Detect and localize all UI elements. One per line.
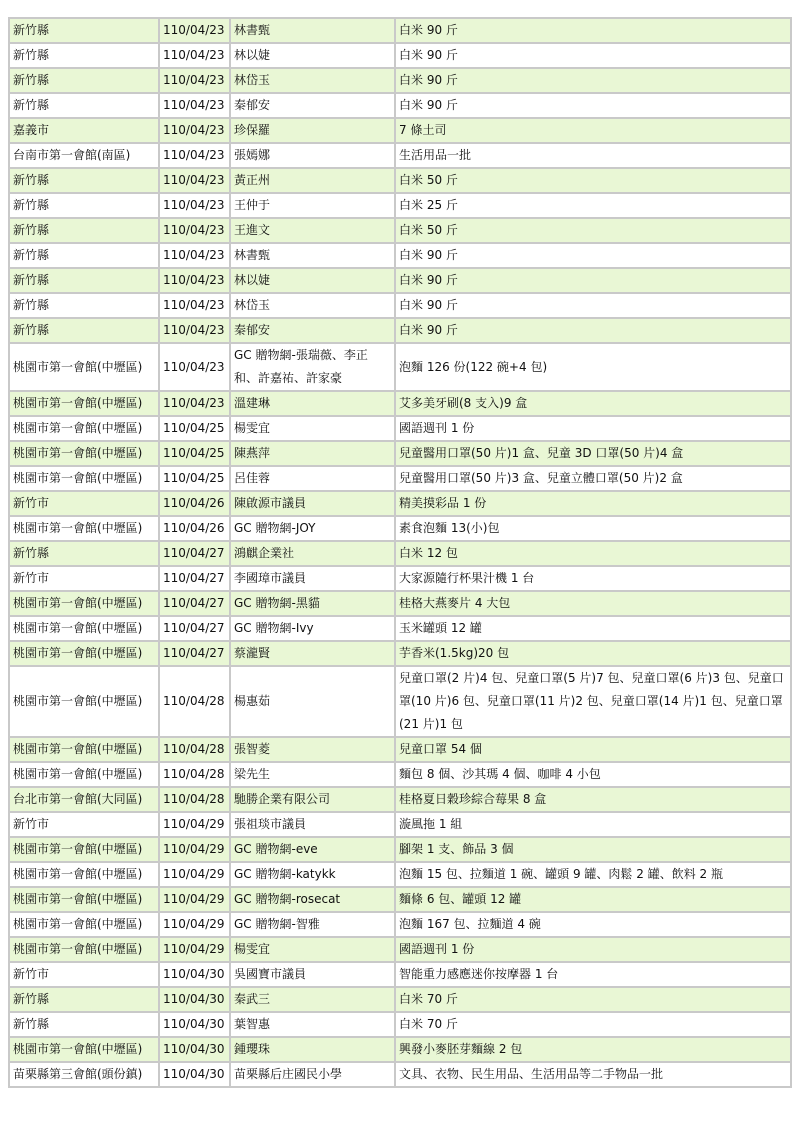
table-row <box>10 244 790 267</box>
cell-donor: 林書甄 <box>231 19 394 42</box>
cell-item: 麵條 6 包、罐頭 12 罐 <box>396 888 790 911</box>
cell-donor: 黃正州 <box>231 169 394 192</box>
cell-item: 泡麵 167 包、拉麵道 4 碗 <box>396 913 790 936</box>
cell-date: 110/04/27 <box>160 542 229 565</box>
cell-donor: GC 贈物網-智雅 <box>231 913 394 936</box>
cell-date: 110/04/30 <box>160 1013 229 1036</box>
cell-item: 兒童醫用口罩(50 片)3 盒、兒童立體口罩(50 片)2 盒 <box>396 467 790 490</box>
cell-donor: 王進文 <box>231 219 394 242</box>
table-row <box>10 863 790 886</box>
table-row <box>10 567 790 590</box>
cell-date: 110/04/29 <box>160 913 229 936</box>
table-row <box>10 963 790 986</box>
cell-donor: 秦郁安 <box>231 94 394 117</box>
cell-unit: 桃園市第一會館(中壢區) <box>10 642 158 665</box>
cell-item: 白米 90 斤 <box>396 69 790 92</box>
cell-date: 110/04/28 <box>160 738 229 761</box>
cell-item: 生活用品一批 <box>396 144 790 167</box>
cell-donor: 蔡瀧賢 <box>231 642 394 665</box>
cell-item: 智能重力感應迷你按摩器 1 台 <box>396 963 790 986</box>
cell-donor: 溫建琳 <box>231 392 394 415</box>
table-row <box>10 294 790 317</box>
cell-unit: 台南市第一會館(南區) <box>10 144 158 167</box>
cell-date: 110/04/29 <box>160 863 229 886</box>
cell-unit: 新竹縣 <box>10 94 158 117</box>
cell-date: 110/04/23 <box>160 94 229 117</box>
cell-date: 110/04/25 <box>160 467 229 490</box>
cell-donor: 林岱玉 <box>231 294 394 317</box>
cell-item: 國語週刊 1 份 <box>396 938 790 961</box>
table-row <box>10 94 790 117</box>
cell-date: 110/04/28 <box>160 788 229 811</box>
cell-donor: GC 贈物網-JOY <box>231 517 394 540</box>
table-row <box>10 813 790 836</box>
cell-date: 110/04/27 <box>160 617 229 640</box>
cell-donor: 楊雯宜 <box>231 938 394 961</box>
cell-donor: GC 贈物網-rosecat <box>231 888 394 911</box>
cell-date: 110/04/29 <box>160 888 229 911</box>
cell-unit: 新竹市 <box>10 813 158 836</box>
cell-donor: 楊雯宜 <box>231 417 394 440</box>
cell-date: 110/04/23 <box>160 244 229 267</box>
cell-donor: GC 贈物網-eve <box>231 838 394 861</box>
cell-item: 精美摸彩品 1 份 <box>396 492 790 515</box>
cell-unit: 新竹縣 <box>10 69 158 92</box>
cell-donor: 呂佳蓉 <box>231 467 394 490</box>
cell-date: 110/04/28 <box>160 667 229 736</box>
cell-item: 兒童醫用口罩(50 片)1 盒、兒童 3D 口罩(50 片)4 盒 <box>396 442 790 465</box>
cell-donor: 吳國寶市議員 <box>231 963 394 986</box>
table-row <box>10 392 790 415</box>
cell-item: 麵包 8 個、沙其瑪 4 個、咖啡 4 小包 <box>396 763 790 786</box>
cell-item: 腳架 1 支、飾品 3 個 <box>396 838 790 861</box>
cell-donor: 陳啟源市議員 <box>231 492 394 515</box>
cell-item: 白米 90 斤 <box>396 244 790 267</box>
table-row <box>10 44 790 67</box>
cell-date: 110/04/30 <box>160 1063 229 1086</box>
table-row <box>10 938 790 961</box>
cell-donor: 馳勝企業有限公司 <box>231 788 394 811</box>
cell-donor: GC 贈物網-Ivy <box>231 617 394 640</box>
cell-item: 泡麵 15 包、拉麵道 1 碗、罐頭 9 罐、肉鬆 2 罐、飲料 2 瓶 <box>396 863 790 886</box>
cell-unit: 新竹縣 <box>10 19 158 42</box>
table-row <box>10 119 790 142</box>
cell-unit: 新竹縣 <box>10 194 158 217</box>
table-row <box>10 417 790 440</box>
cell-unit: 桃園市第一會館(中壢區) <box>10 738 158 761</box>
cell-donor: 林書甄 <box>231 244 394 267</box>
cell-date: 110/04/27 <box>160 642 229 665</box>
cell-donor: 鍾瓔珠 <box>231 1038 394 1061</box>
cell-date: 110/04/25 <box>160 442 229 465</box>
table-row <box>10 19 790 42</box>
table-row <box>10 219 790 242</box>
cell-date: 110/04/23 <box>160 19 229 42</box>
table-row <box>10 838 790 861</box>
cell-item: 文具、衣物、民生用品、生活用品等二手物品一批 <box>396 1063 790 1086</box>
cell-unit: 新竹縣 <box>10 319 158 342</box>
cell-unit: 桃園市第一會館(中壢區) <box>10 392 158 415</box>
table-row <box>10 667 790 736</box>
table-row <box>10 738 790 761</box>
cell-date: 110/04/27 <box>160 567 229 590</box>
cell-donor: GC 贈物網-張瑞薇、李正和、許嘉祐、許家豪 <box>231 344 394 390</box>
table-row <box>10 642 790 665</box>
cell-unit: 桃園市第一會館(中壢區) <box>10 863 158 886</box>
cell-unit: 桃園市第一會館(中壢區) <box>10 888 158 911</box>
cell-item: 白米 90 斤 <box>396 94 790 117</box>
cell-item: 白米 25 斤 <box>396 194 790 217</box>
cell-unit: 台北市第一會館(大同區) <box>10 788 158 811</box>
cell-date: 110/04/28 <box>160 763 229 786</box>
cell-unit: 嘉義市 <box>10 119 158 142</box>
cell-unit: 新竹縣 <box>10 244 158 267</box>
cell-item: 白米 90 斤 <box>396 294 790 317</box>
cell-unit: 新竹市 <box>10 567 158 590</box>
cell-item: 芋香米(1.5kg)20 包 <box>396 642 790 665</box>
cell-unit: 桃園市第一會館(中壢區) <box>10 1038 158 1061</box>
cell-unit: 桃園市第一會館(中壢區) <box>10 667 158 736</box>
table-row <box>10 319 790 342</box>
cell-item: 白米 90 斤 <box>396 19 790 42</box>
cell-date: 110/04/23 <box>160 194 229 217</box>
cell-unit: 新竹縣 <box>10 1013 158 1036</box>
table-row <box>10 763 790 786</box>
cell-donor: 楊惠茹 <box>231 667 394 736</box>
cell-unit: 桃園市第一會館(中壢區) <box>10 763 158 786</box>
cell-item: 白米 90 斤 <box>396 44 790 67</box>
cell-unit: 桃園市第一會館(中壢區) <box>10 592 158 615</box>
donation-records-body <box>10 19 790 1086</box>
cell-donor: 秦郁安 <box>231 319 394 342</box>
cell-unit: 桃園市第一會館(中壢區) <box>10 913 158 936</box>
cell-unit: 新竹縣 <box>10 542 158 565</box>
cell-unit: 桃園市第一會館(中壢區) <box>10 467 158 490</box>
cell-date: 110/04/29 <box>160 838 229 861</box>
cell-item: 白米 50 斤 <box>396 169 790 192</box>
cell-donor: 張祖琰市議員 <box>231 813 394 836</box>
cell-item: 艾多美牙刷(8 支入)9 盒 <box>396 392 790 415</box>
cell-unit: 新竹縣 <box>10 988 158 1011</box>
cell-date: 110/04/26 <box>160 492 229 515</box>
table-row <box>10 169 790 192</box>
table-row <box>10 492 790 515</box>
cell-item: 白米 12 包 <box>396 542 790 565</box>
cell-donor: 苗栗縣后庄國民小學 <box>231 1063 394 1086</box>
cell-item: 7 條土司 <box>396 119 790 142</box>
cell-date: 110/04/23 <box>160 392 229 415</box>
cell-donor: 鴻麒企業社 <box>231 542 394 565</box>
cell-date: 110/04/25 <box>160 417 229 440</box>
cell-donor: 珍保羅 <box>231 119 394 142</box>
table-row <box>10 592 790 615</box>
cell-item: 泡麵 126 份(122 碗+4 包) <box>396 344 790 390</box>
cell-date: 110/04/23 <box>160 69 229 92</box>
cell-date: 110/04/29 <box>160 938 229 961</box>
cell-donor: 張嫣娜 <box>231 144 394 167</box>
table-row <box>10 1063 790 1086</box>
cell-donor: GC 贈物網-katykk <box>231 863 394 886</box>
table-row <box>10 467 790 490</box>
cell-item: 桂格夏日穀珍綜合莓果 8 盒 <box>396 788 790 811</box>
cell-donor: 林岱玉 <box>231 69 394 92</box>
cell-date: 110/04/23 <box>160 169 229 192</box>
cell-donor: 葉智惠 <box>231 1013 394 1036</box>
table-row <box>10 442 790 465</box>
cell-donor: 秦武三 <box>231 988 394 1011</box>
table-row <box>10 617 790 640</box>
cell-date: 110/04/23 <box>160 269 229 292</box>
cell-unit: 桃園市第一會館(中壢區) <box>10 517 158 540</box>
table-row <box>10 913 790 936</box>
cell-item: 興發小麥胚芽麵線 2 包 <box>396 1038 790 1061</box>
table-row <box>10 69 790 92</box>
cell-unit: 新竹縣 <box>10 269 158 292</box>
table-row <box>10 1013 790 1036</box>
cell-unit: 桃園市第一會館(中壢區) <box>10 442 158 465</box>
cell-unit: 桃園市第一會館(中壢區) <box>10 617 158 640</box>
cell-donor: 陳燕萍 <box>231 442 394 465</box>
cell-date: 110/04/30 <box>160 988 229 1011</box>
cell-unit: 新竹縣 <box>10 169 158 192</box>
cell-date: 110/04/23 <box>160 294 229 317</box>
cell-unit: 新竹縣 <box>10 219 158 242</box>
cell-donor: 李國璋市議員 <box>231 567 394 590</box>
cell-item: 國語週刊 1 份 <box>396 417 790 440</box>
cell-item: 桂格大燕麥片 4 大包 <box>396 592 790 615</box>
cell-donor: 林以婕 <box>231 269 394 292</box>
cell-unit: 苗栗縣第三會館(頭份鎮) <box>10 1063 158 1086</box>
cell-item: 白米 90 斤 <box>396 319 790 342</box>
table-row <box>10 517 790 540</box>
cell-unit: 新竹縣 <box>10 294 158 317</box>
cell-item: 白米 70 斤 <box>396 1013 790 1036</box>
cell-unit: 桃園市第一會館(中壢區) <box>10 938 158 961</box>
cell-unit: 新竹市 <box>10 963 158 986</box>
cell-item: 兒童口罩 54 個 <box>396 738 790 761</box>
cell-date: 110/04/23 <box>160 344 229 390</box>
cell-date: 110/04/26 <box>160 517 229 540</box>
table-row <box>10 542 790 565</box>
cell-date: 110/04/30 <box>160 1038 229 1061</box>
cell-donor: 王仲于 <box>231 194 394 217</box>
cell-date: 110/04/27 <box>160 592 229 615</box>
cell-date: 110/04/23 <box>160 119 229 142</box>
cell-unit: 桃園市第一會館(中壢區) <box>10 344 158 390</box>
cell-donor: 林以婕 <box>231 44 394 67</box>
cell-date: 110/04/29 <box>160 813 229 836</box>
cell-item: 素食泡麵 13(小)包 <box>396 517 790 540</box>
cell-item: 漩風拖 1 組 <box>396 813 790 836</box>
cell-item: 兒童口罩(2 片)4 包、兒童口罩(5 片)7 包、兒童口罩(6 片)3 包、兒童口罩(10 片)6 包、兒童口罩(11 片)2 包、兒童口罩(14 片)1 包、兒童口罩(21 片)1 包 <box>396 667 790 736</box>
table-row <box>10 344 790 390</box>
table-row <box>10 788 790 811</box>
cell-unit: 新竹市 <box>10 492 158 515</box>
cell-date: 110/04/23 <box>160 319 229 342</box>
donation-records-sheet <box>8 17 790 1088</box>
donation-records-table <box>8 17 792 1088</box>
cell-date: 110/04/23 <box>160 44 229 67</box>
cell-date: 110/04/30 <box>160 963 229 986</box>
cell-unit: 桃園市第一會館(中壢區) <box>10 838 158 861</box>
cell-date: 110/04/23 <box>160 219 229 242</box>
table-row <box>10 1038 790 1061</box>
table-row <box>10 194 790 217</box>
cell-unit: 桃園市第一會館(中壢區) <box>10 417 158 440</box>
cell-item: 玉米罐頭 12 罐 <box>396 617 790 640</box>
table-row <box>10 269 790 292</box>
table-row <box>10 988 790 1011</box>
table-row <box>10 888 790 911</box>
cell-item: 白米 50 斤 <box>396 219 790 242</box>
cell-donor: GC 贈物網-黑貓 <box>231 592 394 615</box>
table-row <box>10 144 790 167</box>
cell-unit: 新竹縣 <box>10 44 158 67</box>
cell-donor: 張智菱 <box>231 738 394 761</box>
cell-donor: 梁先生 <box>231 763 394 786</box>
cell-item: 大家源隨行杯果汁機 1 台 <box>396 567 790 590</box>
cell-item: 白米 90 斤 <box>396 269 790 292</box>
cell-date: 110/04/23 <box>160 144 229 167</box>
cell-item: 白米 70 斤 <box>396 988 790 1011</box>
